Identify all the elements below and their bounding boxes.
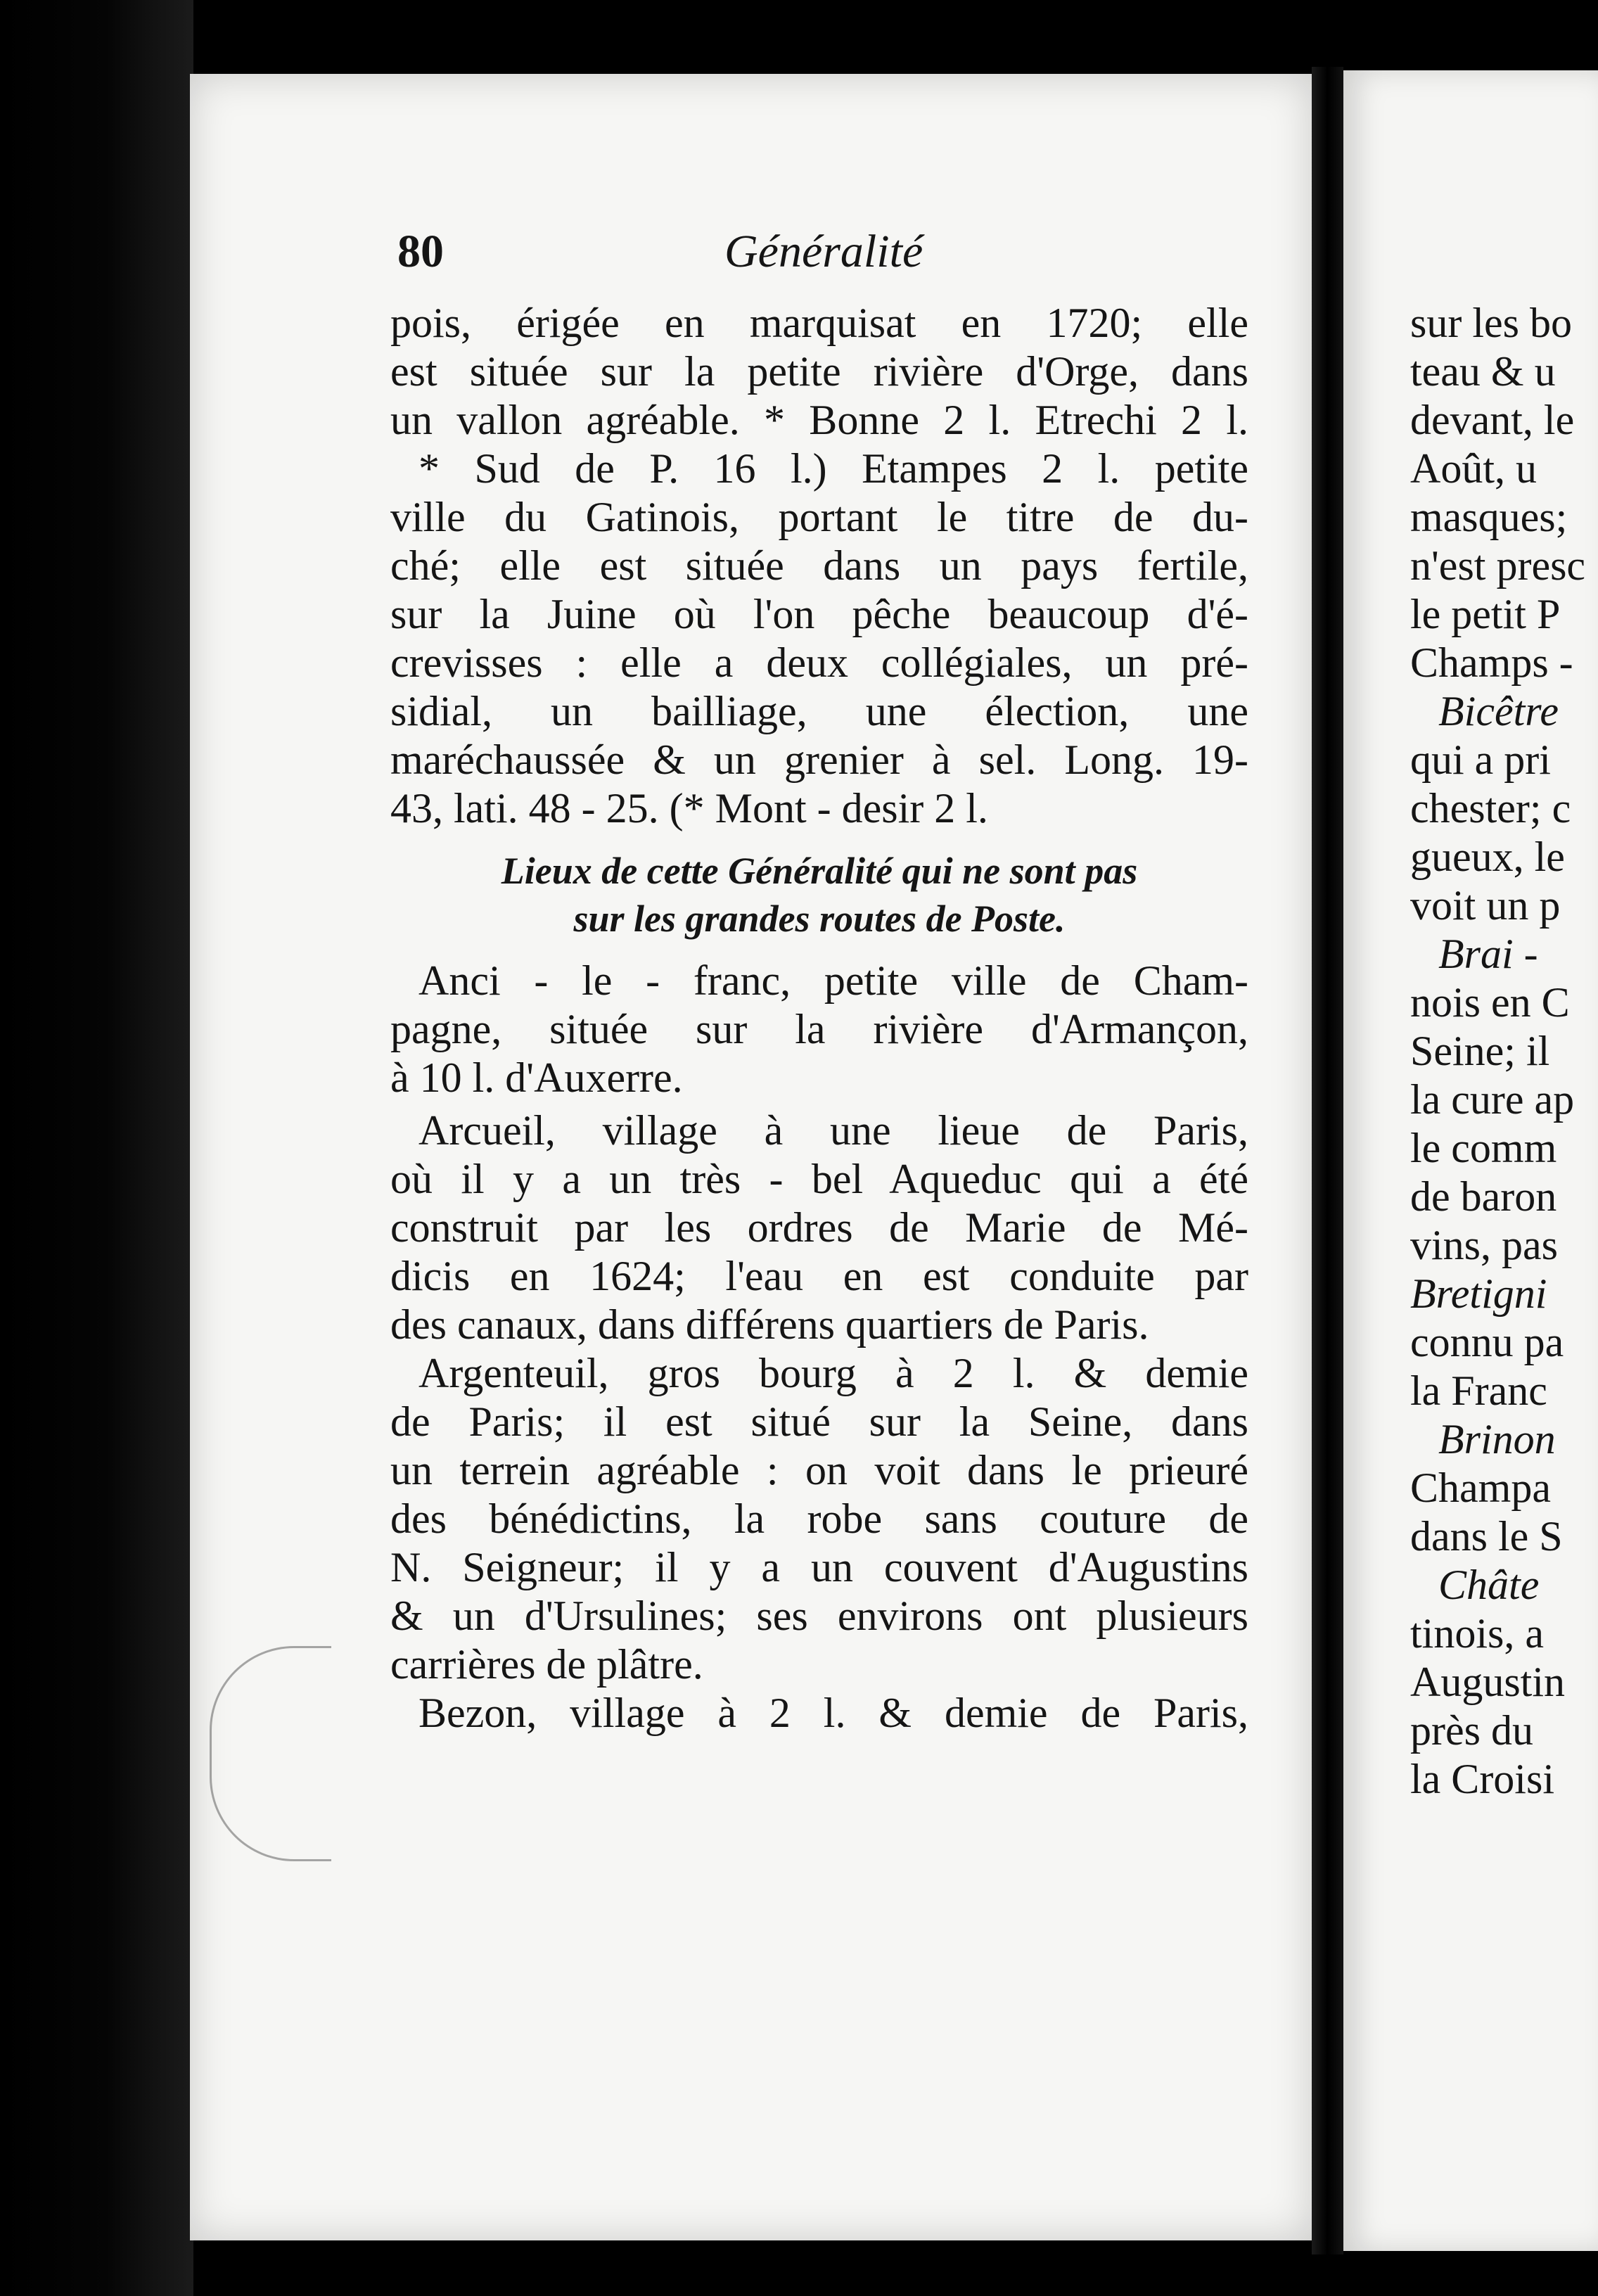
entry-argenteuil	[390, 1349, 1248, 1689]
text-line: Brinon	[1438, 1416, 1556, 1462]
text-line: Champa	[1410, 1465, 1551, 1511]
text-line: sidial, un bailliage, une élection, une	[390, 688, 1248, 734]
text-line: nois en C	[1410, 979, 1570, 1026]
text-line: sur les bo	[1410, 300, 1572, 346]
page-number: 80	[397, 226, 444, 277]
section-heading-line: sur les grandes routes de Poste.	[573, 898, 1066, 940]
page-gutter	[1312, 67, 1343, 2254]
text-line: Augustin	[1410, 1659, 1566, 1705]
right-page-text	[1410, 299, 1598, 1804]
text-line: de Paris; il est situé sur la Seine, dans	[390, 1398, 1248, 1445]
text-line: chester; c	[1410, 785, 1571, 831]
text-line: un terrein agréable : on voit dans le prieuré	[390, 1447, 1248, 1493]
text-line: & un d'Ursulines; ses environs ont plusieurs	[390, 1593, 1248, 1639]
text-line: masques;	[1410, 494, 1568, 540]
running-title: Généralité	[724, 226, 923, 277]
text-line: la cure ap	[1410, 1076, 1575, 1123]
entry-bezon	[390, 1689, 1248, 1737]
text-line: Châte	[1438, 1562, 1540, 1608]
text-line: construit par les ordres de Marie de Mé-	[390, 1204, 1248, 1251]
page-header	[397, 225, 1241, 288]
text-line: 43, lati. 48 - 25. (* Mont - desir 2 l.	[390, 785, 988, 831]
text-line: maréchaussée & un grenier à sel. Long. 19-	[390, 736, 1248, 783]
text-line: sur la Juine où l'on pêche beaucoup d'é-	[390, 591, 1248, 637]
text-line: Bezon, village à 2 l. & demie de Paris,	[418, 1690, 1248, 1736]
text-line: pois, érigée en marquisat en 1720; elle	[390, 300, 1248, 346]
text-line: carrières de plâtre.	[390, 1641, 703, 1688]
text-line: pagne, située sur la rivière d'Armançon,	[390, 1006, 1248, 1052]
section-heading-line: Lieux de cette Généralité qui ne sont pas	[501, 850, 1138, 892]
text-line: le comm	[1410, 1125, 1557, 1171]
text-line: Août, u	[1410, 445, 1537, 492]
text-line: Bretigni	[1410, 1270, 1547, 1317]
book-spine-shadow	[0, 0, 193, 2296]
text-line: des canaux, dans différens quartiers de Paris.	[390, 1301, 1149, 1348]
text-line: près du	[1410, 1707, 1533, 1754]
text-line: à 10 l. d'Auxerre.	[390, 1054, 683, 1101]
text-line: Bicêtre	[1438, 688, 1559, 734]
text-line: ché; elle est située dans un pays fertile,	[390, 542, 1248, 589]
text-line: où il y a un très - bel Aqueduc qui a été	[390, 1156, 1248, 1202]
main-text-block	[390, 299, 1248, 1737]
text-line: gueux, le	[1410, 834, 1565, 880]
text-line: tinois, a	[1410, 1610, 1544, 1657]
text-line: crevisses : elle a deux collégiales, un pré-	[390, 639, 1248, 686]
text-line: devant, le	[1410, 397, 1575, 443]
entry-arcueil	[390, 1106, 1248, 1349]
text-line: connu pa	[1410, 1319, 1564, 1365]
text-line: Argenteuil, gros bourg à 2 l. & demie	[418, 1350, 1248, 1396]
text-line: la Croisi	[1410, 1756, 1554, 1802]
entry-anci-le-franc	[390, 957, 1248, 1102]
text-line: Anci - le - franc, petite ville de Cham-	[418, 957, 1248, 1004]
text-line: voit un p	[1410, 882, 1561, 929]
text-line: est située sur la petite rivière d'Orge, dans	[390, 348, 1248, 395]
text-line: dicis en 1624; l'eau en est conduite par	[390, 1253, 1248, 1299]
text-line: Arcueil, village à une lieue de Paris,	[418, 1107, 1248, 1154]
text-line: teau & u	[1410, 348, 1556, 395]
text-line: de baron	[1410, 1173, 1557, 1220]
text-line: un vallon agréable. * Bonne 2 l. Etrechi 2 l.	[390, 397, 1248, 443]
text-line: N. Seigneur; il y a un couvent d'Augustins	[390, 1544, 1248, 1590]
text-line: Seine; il	[1410, 1028, 1550, 1074]
text-line: * Sud de P. 16 l.) Etampes 2 l. petite	[418, 445, 1248, 492]
text-line: la Franc	[1410, 1367, 1547, 1414]
text-line: ville du Gatinois, portant le titre de du-	[390, 494, 1248, 540]
pencil-mark	[210, 1646, 331, 1861]
text-line: Champs -	[1410, 639, 1573, 686]
text-line: Brai -	[1438, 931, 1538, 977]
text-line: vins, pas	[1410, 1222, 1558, 1268]
text-line: des bénédictins, la robe sans couture de	[390, 1495, 1248, 1542]
text-line: qui a pri	[1410, 736, 1551, 783]
text-line: dans le S	[1410, 1513, 1563, 1560]
text-line: le petit P	[1410, 591, 1561, 637]
text-line: n'est presc	[1410, 542, 1586, 589]
